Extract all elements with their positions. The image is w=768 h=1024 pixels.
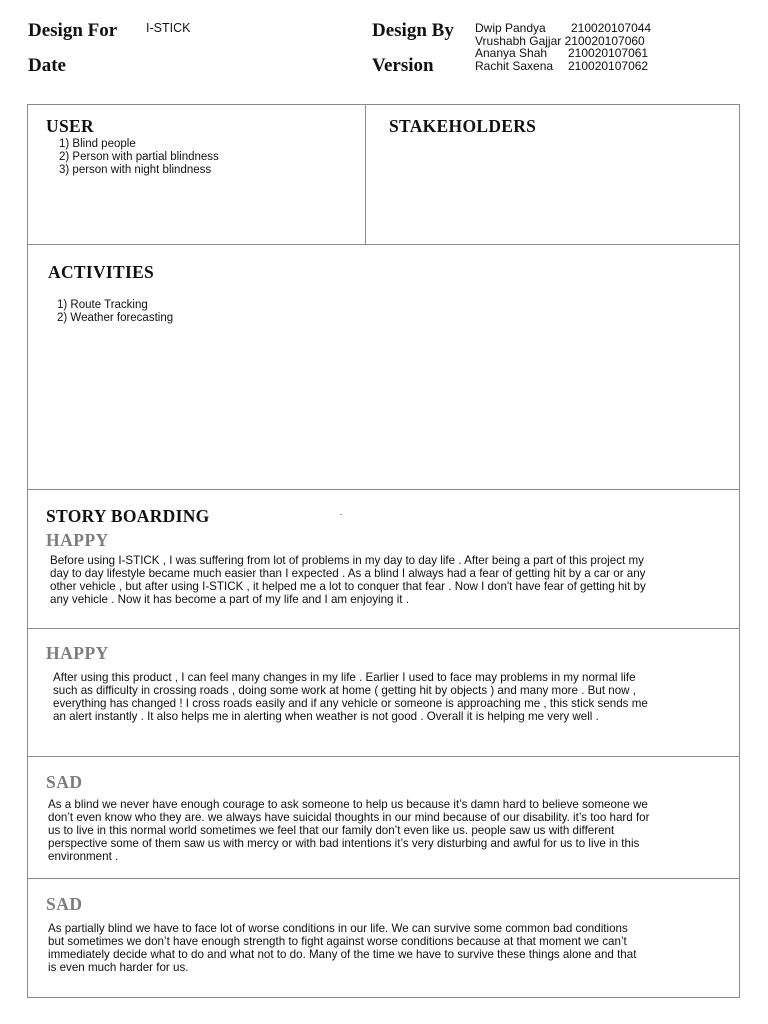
- storyboard-title: STORY BOARDING: [46, 506, 210, 526]
- design-for-value: I-STICK: [146, 21, 191, 35]
- divider-panel-4: [27, 878, 740, 879]
- divider-activities: [27, 244, 740, 245]
- story-line: As a blind we never have enough courage to ask someone to help us because it’s damn hard to believe someone we: [48, 798, 648, 811]
- story-line: but sometimes we don’t have enough strength to fight against worse conditions because at that moment we can’t: [48, 935, 627, 948]
- team-member: [475, 60, 651, 73]
- user-list-item: 2) Person with partial blindness: [59, 151, 219, 164]
- user-list: [59, 138, 219, 178]
- activity-item: 2) Weather forecasting: [57, 312, 174, 325]
- story-line: everything has changed ! I cross roads easily and if any vehicle or someone is approaching me , this stick sends me: [53, 697, 648, 710]
- design-by-label: Design By: [372, 20, 454, 41]
- story-line: perspective some of them saw us with mercy or with bad intentions it’s very disturbing and awful for us to live in this: [48, 837, 640, 850]
- member-name: Vrushabh Gajjar: [475, 33, 562, 48]
- story-line: other vehicle , but after using I-STICK , it helped me a lot to conquer that fear . Now I don't have fear of getting hit by: [50, 580, 646, 593]
- user-title: USER: [46, 116, 94, 136]
- member-name: Ananya Shah: [475, 46, 548, 61]
- mood-label: HAPPY: [46, 643, 109, 663]
- story-line: environment .: [48, 850, 119, 863]
- story-line: such as difficulty in crossing roads , doing some work at home ( getting hit by objects ) and many more . But now ,: [53, 684, 636, 697]
- mood-label: HAPPY: [46, 530, 109, 550]
- member-id: 210020107044: [571, 21, 652, 35]
- divider-panel-3: [27, 756, 740, 757]
- stray-mark: [340, 514, 342, 515]
- activity-item: 1) Route Tracking: [57, 299, 148, 311]
- story-text: [48, 922, 738, 974]
- story-line: any vehicle . Now it has become a part of my life and I am enjoying it .: [50, 593, 409, 606]
- story-line: After using this product , I can feel many changes in my life . Earlier I used to face may problems in my normal life: [53, 671, 636, 684]
- story-text: [50, 554, 740, 606]
- story-line: don’t even know who they are. we always have suicidal thoughts in our mind because of our disability. it’s too hard for: [48, 811, 650, 824]
- member-name: Dwip Pandya: [475, 21, 546, 35]
- story-line: an alert instantly . It also helps me in alerting when weather is not good . Overall it is helping me very well .: [53, 710, 599, 723]
- date-label: Date: [28, 55, 66, 76]
- team-member: [475, 47, 651, 60]
- stakeholders-title: STAKEHOLDERS: [389, 116, 537, 136]
- story-line: day to day lifestyle became much easier than I expected . As a blind I always had a fear of getting hit by a car or any: [50, 567, 646, 580]
- story-line: is even much harder for us.: [48, 961, 189, 974]
- member-id: 210020107061: [568, 46, 649, 61]
- divider-storyboard: [27, 489, 740, 490]
- canvas-frame: [27, 104, 740, 998]
- member-id: 210020107062: [568, 58, 649, 73]
- user-list-item: 3) person with night blindness: [59, 164, 212, 177]
- story-line: Before using I-STICK , I was suffering from lot of problems in my day to day life . After being a part of this project my: [50, 554, 644, 567]
- user-stakeholder-divider: [365, 104, 366, 245]
- story-text: [48, 798, 738, 863]
- activities-list: [57, 299, 173, 325]
- member-name: Rachit Saxena: [475, 58, 554, 73]
- activities-title: ACTIVITIES: [48, 262, 155, 282]
- mood-label: SAD: [46, 772, 83, 792]
- story-text: [53, 671, 733, 723]
- mood-label: SAD: [46, 894, 83, 914]
- story-line: immediately decide what to do and what not to do. Many of the time we have to survive these things alone and that: [48, 948, 637, 961]
- story-line: us to live in this normal world sometimes we feel that our family don’t even like us. people saw us with different: [48, 824, 615, 837]
- member-id: 210020107060: [564, 33, 645, 48]
- story-line: As partially blind we have to face lot of worse conditions in our life. We can survive some common bad conditions: [48, 922, 628, 935]
- version-label: Version: [372, 55, 434, 76]
- team-member: [475, 22, 651, 35]
- divider-panel-2: [27, 628, 740, 629]
- team-members-list: [475, 22, 651, 72]
- design-for-label: Design For: [28, 20, 118, 41]
- user-list-item: 1) Blind people: [59, 138, 136, 150]
